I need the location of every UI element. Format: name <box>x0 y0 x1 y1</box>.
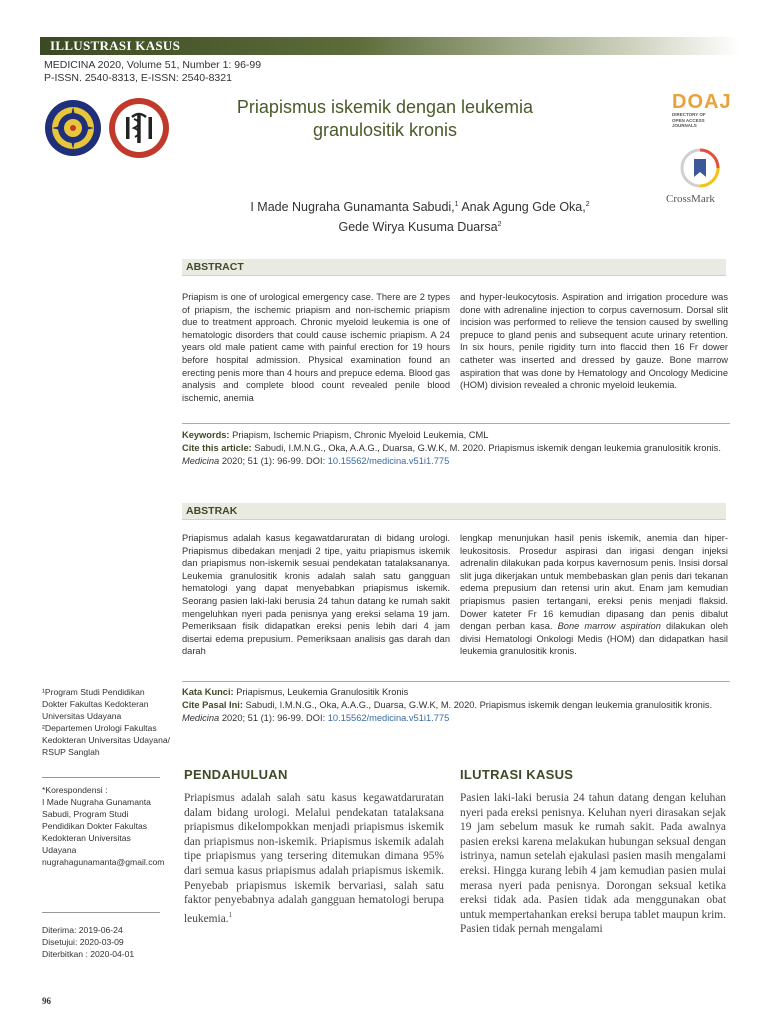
abstract-heading: ABSTRACT <box>182 259 726 276</box>
intro-text <box>184 791 444 926</box>
date-received: Diterima: 2019-06-24 <box>42 925 123 935</box>
section-banner <box>40 37 740 55</box>
cite-pasal-text: Sabudi, I.M.N.G., Oka, A.A.G., Duarsa, G.W.K, M. 2020. Priapismus iskemik dengan leukemia granulositik kronis. <box>242 700 713 710</box>
abstract-en-col-1: Priapism is one of urological emergency case. There are 2 types of priapism, the ischemic priapism and non-ischemic priapism due to treatment approach. Chronic myeloid leukemia is one of hematologic disorders that could cause ischemic priapism. A 24 years old male patient came with painful erection for 19 hours before hospital admission. Physical examination found an erecting penis more than 4 hours and prepuce edema. Blood gas analysis and complete blood count revealed penile blood ischemic, anemia <box>182 292 450 403</box>
doaj-sub-2: OPEN ACCESS <box>672 117 705 123</box>
cite-pasal-doi-link[interactable]: 10.15562/medicina.v51i1.775 <box>327 713 450 723</box>
abstrak-heading: ABSTRAK <box>182 503 726 520</box>
case-text: Pasien laki-laki berusia 24 tahun datang dengan keluhan nyeri pada ereksi penisnya. Keluhan nyeri dirasakan sejak 19 jam sebelum masuk ke rumah sakit. Pada awalnya pasien ereksi karena melakukan hubungan seksual dengan istrinya, namun setelah ejakulasi pasien masih mengalami ereksi. Hingga kurang lebih 4 jam kemudian pasien mulai merasa nyeri pada penisnya. Dorongan seksual ketika ereksi tidak ada. Pasien tidak ada menggunakan obat untuk mempertahankan ereksi berupa tablet maupun krim. Pasien tidak pernah mengalami <box>460 792 727 936</box>
abstract-id-body <box>182 532 730 682</box>
kata-kunci-line <box>182 686 730 699</box>
doaj-wordmark: DOAJ <box>672 91 732 113</box>
intro-ref: 1 <box>228 910 233 919</box>
cite-pasal-label: Cite Pasal Ini: <box>182 700 243 710</box>
abstract-id-col-1: Priapismus adalah kasus kegawatdaruratan di bidang urologi. Priapismus dibedakan menjadi 2 tipe, yaitu priapismus iskemik dan priapismus non-iskemik sesuai pendekatan tatalaksananya. Leukemia granulositik kronis adalah salah satu gangguan hematologi yang dapat menyebabkan priapismus iskemik. Seorang pasien laki-laki berusia 24 tahun datang ke rumah sakit mengeluhkan nyeri pada penisnya yang ereksi selama 19 jam. Pemeriksaan fisik didapatkan ereksi penis lebih dari 4 jam disertai edema prepusium. Pemeriksaan analisis gas darah dan darah <box>182 533 450 657</box>
affiliations <box>42 686 172 758</box>
cite-text-2: 2020; 51 (1): 96-99. DOI: <box>221 456 328 466</box>
abstract-en-keywords <box>182 429 730 468</box>
correspondence <box>42 784 166 868</box>
case-heading: ILUTRASI KASUS <box>460 767 574 782</box>
sidebar-divider-2 <box>42 912 160 913</box>
journal-issn: P-ISSN. 2540-8313, E-ISSN: 2540-8321 <box>44 72 232 84</box>
date-published: Diterbitkan : 2020-04-01 <box>42 949 135 959</box>
title-line-1: Priapismus iskemik dengan leukemia <box>236 97 534 117</box>
author-2: Anak Agung Gde Oka, <box>458 200 586 215</box>
kata-kunci-text: Priapismus, Leukemia Granulositik Kronis <box>233 687 409 697</box>
affiliation-2: ²Departemen Urologi Fakultas Kedokteran Universitas Udayana/ RSUP Sanglah <box>42 723 171 757</box>
abstract-id-col-2-a: lengkap menunjukan hasil penis iskemik, anemia dan hiper-leukositosis. Prosedur aspirasi dan irigasi dengan injeksi adrenalin dilakukan pada korpus kavernosum penis. Insisi dorsal slit juga dikerjakan untuk membebaskan glan penis dari tekanan edema prepusium dan retensi urin akut. Enam jam kemudian priapismus pasien tertangani, ereksi penis menjadi flaksid. Dower kateter Fr 16 kemudian dipasang dan penis dibalut dengan perban kasa. <box>460 533 728 632</box>
cite-journal: Medicina <box>182 456 220 466</box>
date-accepted: Disetujui: 2020-03-09 <box>42 937 124 947</box>
title-line-2: granulositik kronis <box>312 120 458 140</box>
intro-paragraph: Priapismus adalah salah satu kasus kegawatdaruratan dalam bidang urologi. Melalui pendekatan tatalaksana priapismus dikelompokkan menjadi priapismus iskemik dan priapismus non-iskemik. Priapismus iskemik adalah tipe priapismus yang tersering ditemukan dimana 95% dari semua kasus priapismus adalah priapismus iskemik. Penyebab priapismus iskemik bervariasi, salah satu faktor penyebabnya adalah gangguan hematologi berupa leukemia. <box>184 792 444 925</box>
affiliation-1: ¹Program Studi Pendidikan Dokter Fakultas Kedokteran Universitas Udayana <box>42 687 149 721</box>
idi-logo <box>108 97 170 159</box>
university-logo <box>44 99 102 157</box>
cite-line <box>182 442 730 468</box>
abstract-en-col-2: and hyper-leukocytosis. Aspiration and irrigation procedure was done with adrenaline injection to corpus cavernosum. Dorsal slit incision was performed to relieve the tension caused by swelling prepuce to gland penis and subsequent acute urinary retention. In six hours, penile rigidity turn into flaccid then 16 Fr dower catheter was inserted and dressed by gauze. Bone marrow aspiration that was done by Hematology and Oncology Medicine (HOM) division revealed a chronic myeloid leukemia. <box>460 292 728 391</box>
doaj-sub-3: JOURNALS <box>672 123 697 128</box>
correspondence-email[interactable]: nugrahagunamanta@gmail.com <box>42 857 165 867</box>
journal-volume: MEDICINA 2020, Volume 51, Number 1: 96-99 <box>44 59 262 71</box>
abstract-id-col-2 <box>460 532 728 658</box>
crossmark-icon[interactable] <box>680 148 720 188</box>
author-2-affil: 2 <box>585 201 590 208</box>
cite-text: Sabudi, I.M.N.G., Oka, A.A.G., Duarsa, G.W.K, M. 2020. Priapismus iskemik dengan leukemia granulositik kronis. <box>251 443 721 453</box>
section-label: ILLUSTRASI KASUS <box>50 38 181 53</box>
kata-kunci-label: Kata Kunci: <box>182 687 234 697</box>
cite-pasal-line <box>182 699 730 725</box>
crossmark-label: CrossMark <box>666 193 715 205</box>
authors-line-1 <box>220 196 620 216</box>
keywords-label: Keywords: <box>182 430 230 440</box>
correspondence-name: I Made Nugraha Gunamanta Sabudi, Program Studi Pendidikan Dokter Fakultas Kedokteran Universitas Udayana <box>42 797 151 855</box>
abstract-en-body <box>182 291 730 421</box>
sidebar-divider-1 <box>42 777 160 778</box>
doaj-sub-1: DIRECTORY OF <box>672 112 706 117</box>
cite-pasal-journal: Medicina <box>182 713 220 723</box>
author-3: Gede Wirya Kusuma Duarsa <box>338 220 498 235</box>
cite-label: Cite this article: <box>182 443 252 453</box>
article-title <box>230 96 540 142</box>
abstract-id-keywords <box>182 686 730 725</box>
article-dates <box>42 924 172 960</box>
keywords-line <box>182 429 730 442</box>
cite-pasal-text-2: 2020; 51 (1): 96-99. DOI: <box>221 713 328 723</box>
cite-doi-link[interactable]: 10.15562/medicina.v51i1.775 <box>327 456 450 466</box>
abstract-divider <box>182 423 730 424</box>
correspondence-label: *Korespondensi : <box>42 785 108 795</box>
author-3-affil: 2 <box>497 221 502 229</box>
abstract-id-col-2-b: dilakukan oleh divisi Hematologi Onkologi Medis (HOM) dan didapatkan hasil leukemia granulositik kronis. <box>460 621 728 657</box>
author-list <box>220 196 620 236</box>
author-1: I Made Nugraha Gunamanta Sabudi, <box>250 200 455 215</box>
doaj-logo <box>672 92 732 129</box>
intro-heading: PENDAHULUAN <box>184 767 288 782</box>
journal-info <box>44 59 261 85</box>
keywords-text: Priapism, Ischemic Priapism, Chronic Myeloid Leukemia, CML <box>229 430 489 440</box>
authors-line-2 <box>220 216 620 236</box>
abstract-id-col-2-italic: Bone marrow aspiration <box>557 621 661 632</box>
page-number: 96 <box>42 996 51 1006</box>
author-1-affil: 1 <box>454 201 459 208</box>
abstrak-divider <box>182 681 730 682</box>
